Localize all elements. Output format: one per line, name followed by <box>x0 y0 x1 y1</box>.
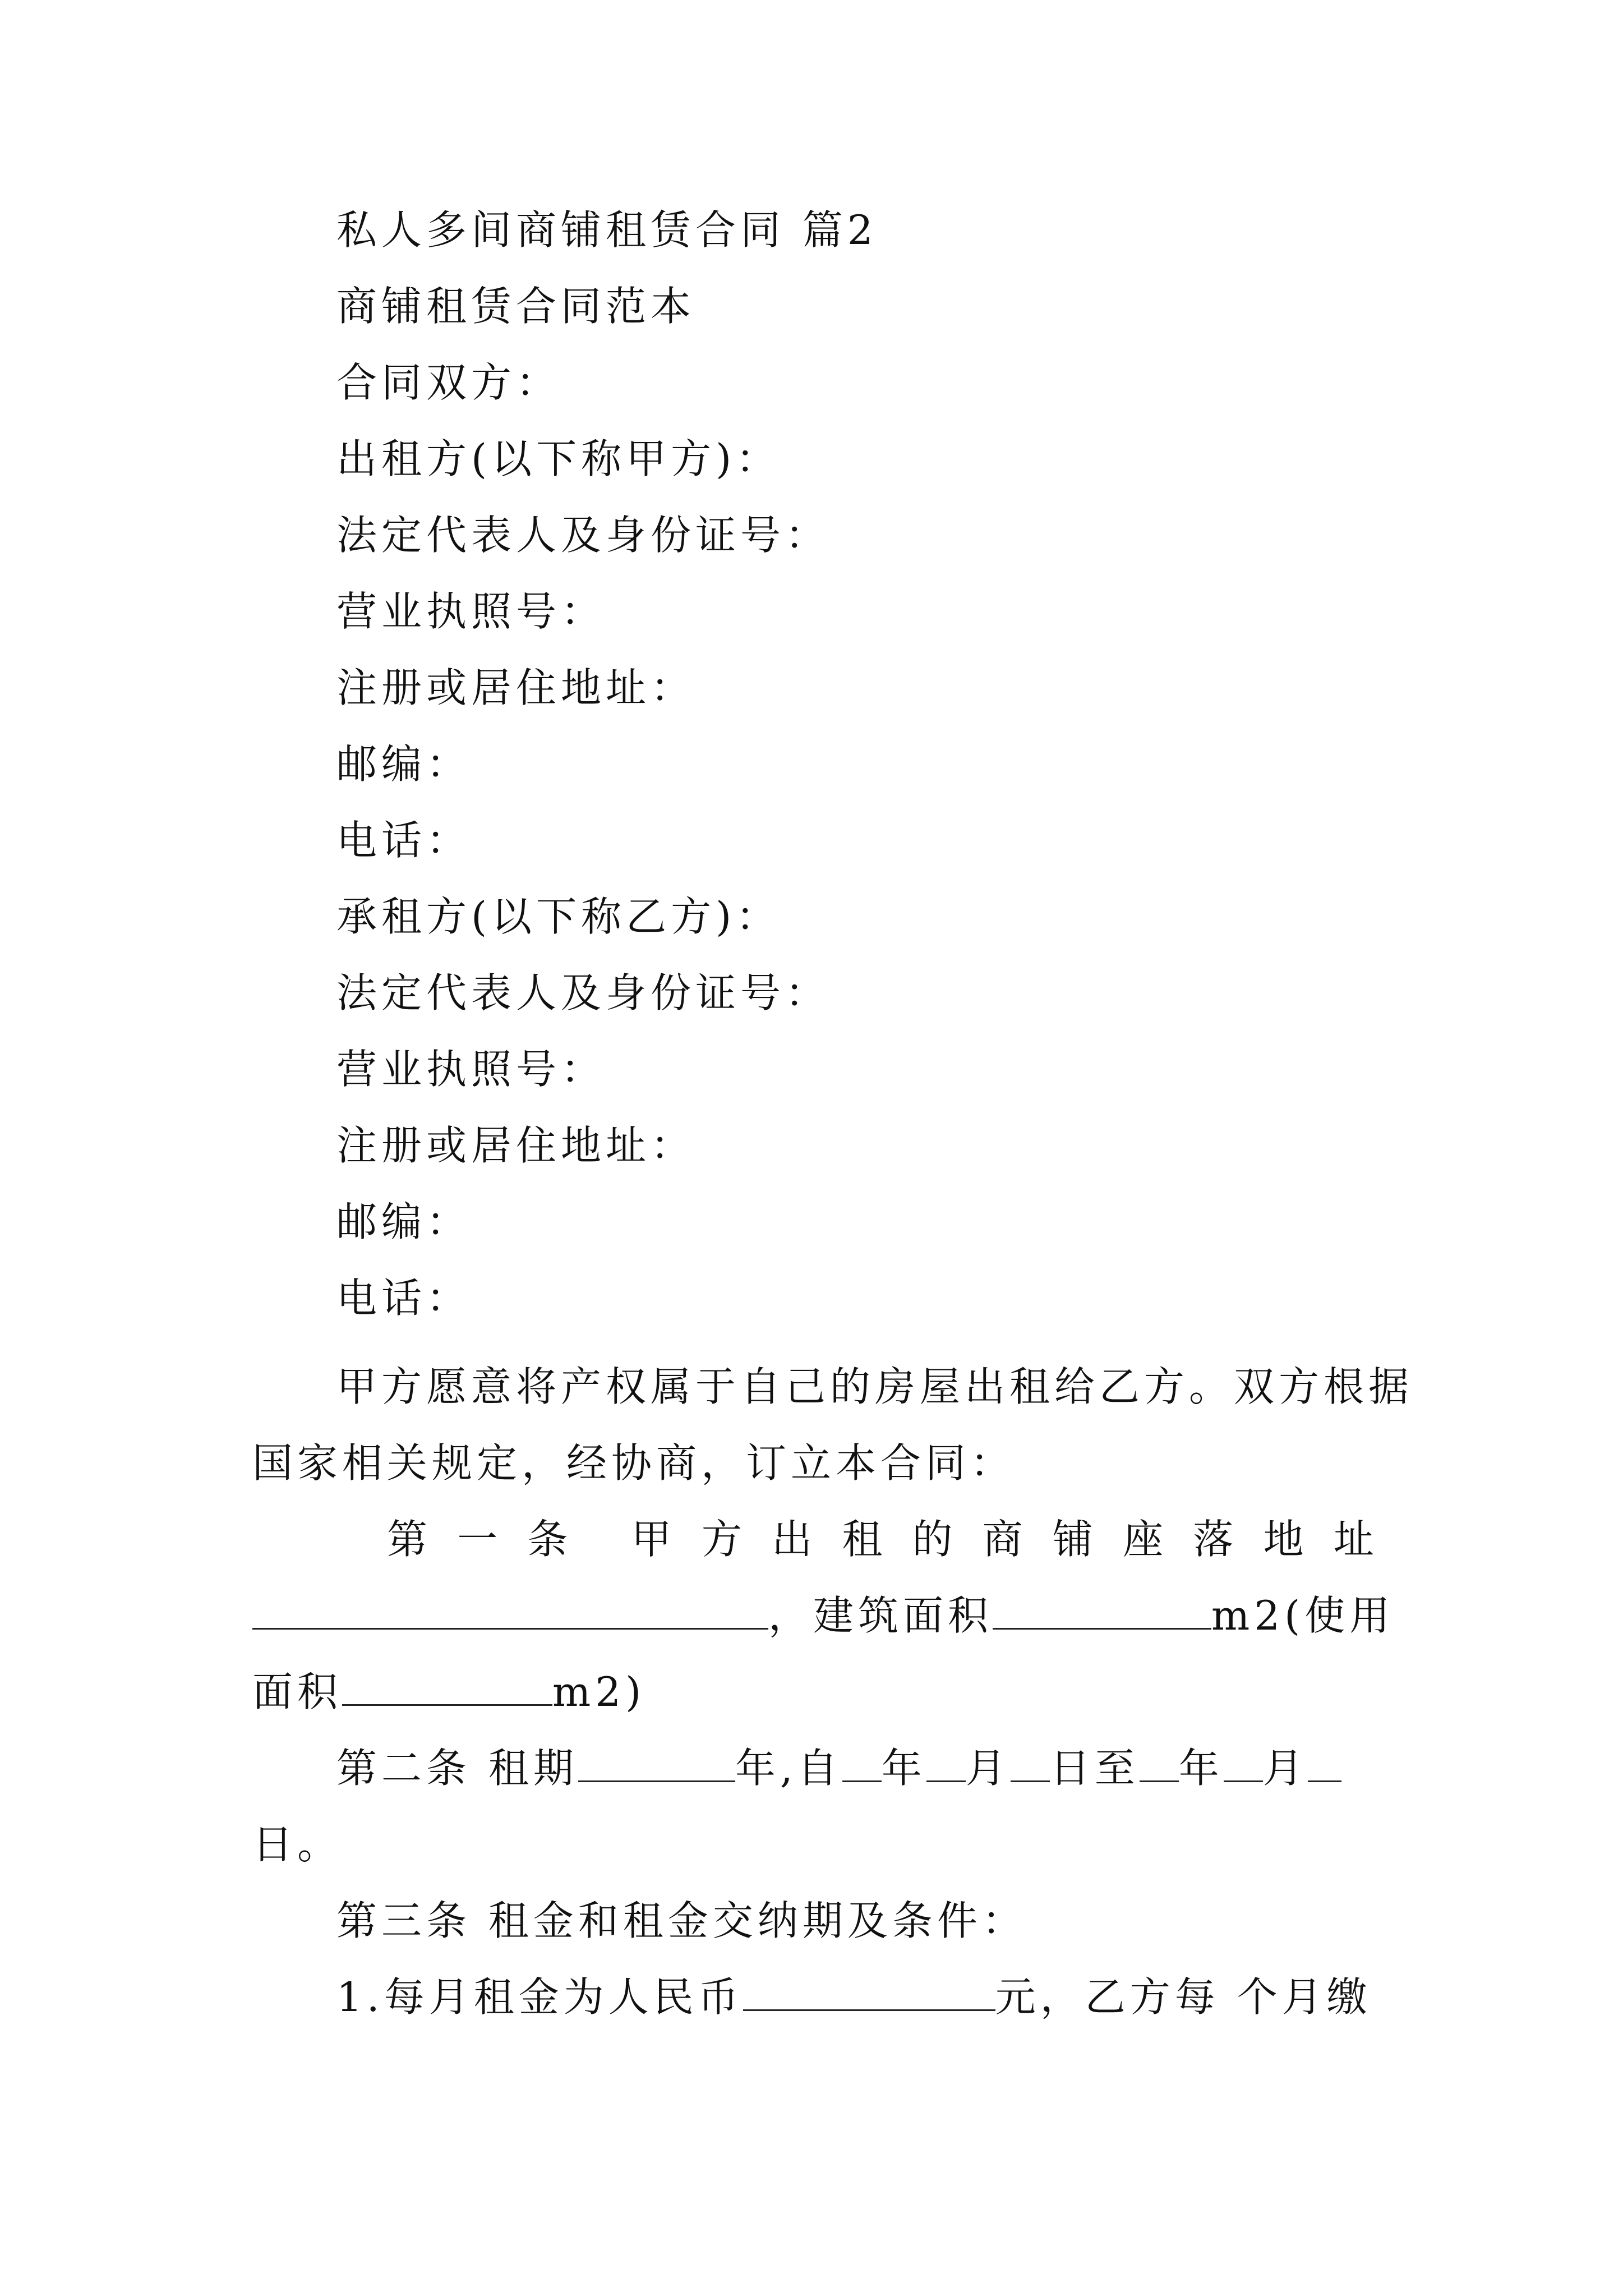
end-day-blank[interactable] <box>1308 1747 1341 1782</box>
article-2-line1 <box>336 1741 1341 1795</box>
art1-char: 铺 <box>1052 1516 1093 1563</box>
rent-amount-blank[interactable] <box>743 1976 995 2011</box>
start-day-blank[interactable] <box>1011 1747 1050 1782</box>
intro-paragraph-line1: 甲方愿意将产权属于自己的房屋出租给乙方。双方根据 <box>336 1363 1414 1410</box>
art1-char: 地 <box>1263 1516 1304 1563</box>
end-month-blank[interactable] <box>1224 1747 1263 1782</box>
end-year-blank[interactable] <box>1140 1747 1179 1782</box>
article-2-line2: 日。 <box>252 1821 343 1868</box>
art1-char: 商 <box>982 1516 1023 1563</box>
lessor-phone-label: 电话： <box>336 817 472 864</box>
lessee-license-label: 营业执照号： <box>336 1046 606 1093</box>
lessor-address-label: 注册或居住地址： <box>336 664 696 711</box>
lessee-phone-label: 电话： <box>336 1274 472 1322</box>
start-month-blank[interactable] <box>926 1747 966 1782</box>
art2-m2: 月 <box>1262 1745 1308 1792</box>
art2-day-to: 日至 <box>1049 1745 1140 1792</box>
art1-char: 一 <box>457 1516 498 1563</box>
lessee-heading: 承租方(以下称乙方)： <box>336 893 781 940</box>
lessee-postcode-label: 邮编： <box>336 1198 472 1245</box>
rent-suffix: 元，乙方每 个月缴 <box>995 1973 1372 2021</box>
usable-area-blank[interactable] <box>342 1671 552 1706</box>
article-3-heading: 第三条 租金和租金交纳期及条件： <box>336 1897 1027 1944</box>
start-year-blank[interactable] <box>842 1747 882 1782</box>
art2-year-from: 年,自 <box>735 1745 842 1792</box>
area-blank[interactable] <box>993 1594 1211 1630</box>
art2-y2: 年 <box>1178 1745 1224 1792</box>
area-label: ，建筑面积 <box>768 1592 993 1639</box>
art1-char: 甲 <box>631 1516 672 1563</box>
art1-char: 第 <box>387 1516 428 1563</box>
lessor-rep-label: 法定代表人及身份证号： <box>336 512 831 559</box>
term-years-blank[interactable] <box>578 1747 735 1782</box>
lessor-heading: 出租方(以下称甲方)： <box>336 435 781 482</box>
document-subtitle: 商铺租赁合同范本 <box>336 283 696 330</box>
art1-char: 条 <box>527 1516 568 1563</box>
usable-area-unit: m2) <box>552 1668 646 1715</box>
art1-char: 出 <box>772 1516 813 1563</box>
art1-char: 座 <box>1123 1516 1164 1563</box>
art2-prefix: 第二条 租期 <box>336 1745 578 1792</box>
area-unit: m2(使用 <box>1211 1592 1395 1639</box>
article-1-line1 <box>387 1512 1374 1566</box>
art1-char: 租 <box>842 1516 883 1563</box>
usable-area-label: 面积 <box>252 1668 343 1715</box>
lessee-address-label: 注册或居住地址： <box>336 1122 696 1169</box>
article-1-line2 <box>252 1589 1394 1642</box>
art2-m: 月 <box>965 1745 1011 1792</box>
art1-char: 方 <box>701 1516 742 1563</box>
lessee-rep-label: 法定代表人及身份证号： <box>336 969 831 1016</box>
rent-label: 1.每月租金为人民币 <box>336 1973 743 2021</box>
art2-y: 年 <box>881 1745 926 1792</box>
intro-paragraph-line2: 国家相关规定，经协商，订立本合同： <box>252 1439 1016 1487</box>
art1-char: 址 <box>1333 1516 1374 1563</box>
lessor-postcode-label: 邮编： <box>336 740 472 788</box>
article-1-line3 <box>252 1665 645 1719</box>
art1-char: 落 <box>1193 1516 1234 1563</box>
lessor-license-label: 营业执照号： <box>336 588 606 635</box>
document-title: 私人多间商铺租赁合同 篇2 <box>336 206 878 254</box>
parties-heading: 合同双方： <box>336 359 561 406</box>
art1-char: 的 <box>912 1516 953 1563</box>
address-blank[interactable] <box>252 1594 768 1630</box>
article-3-item1 <box>336 1970 1372 2024</box>
